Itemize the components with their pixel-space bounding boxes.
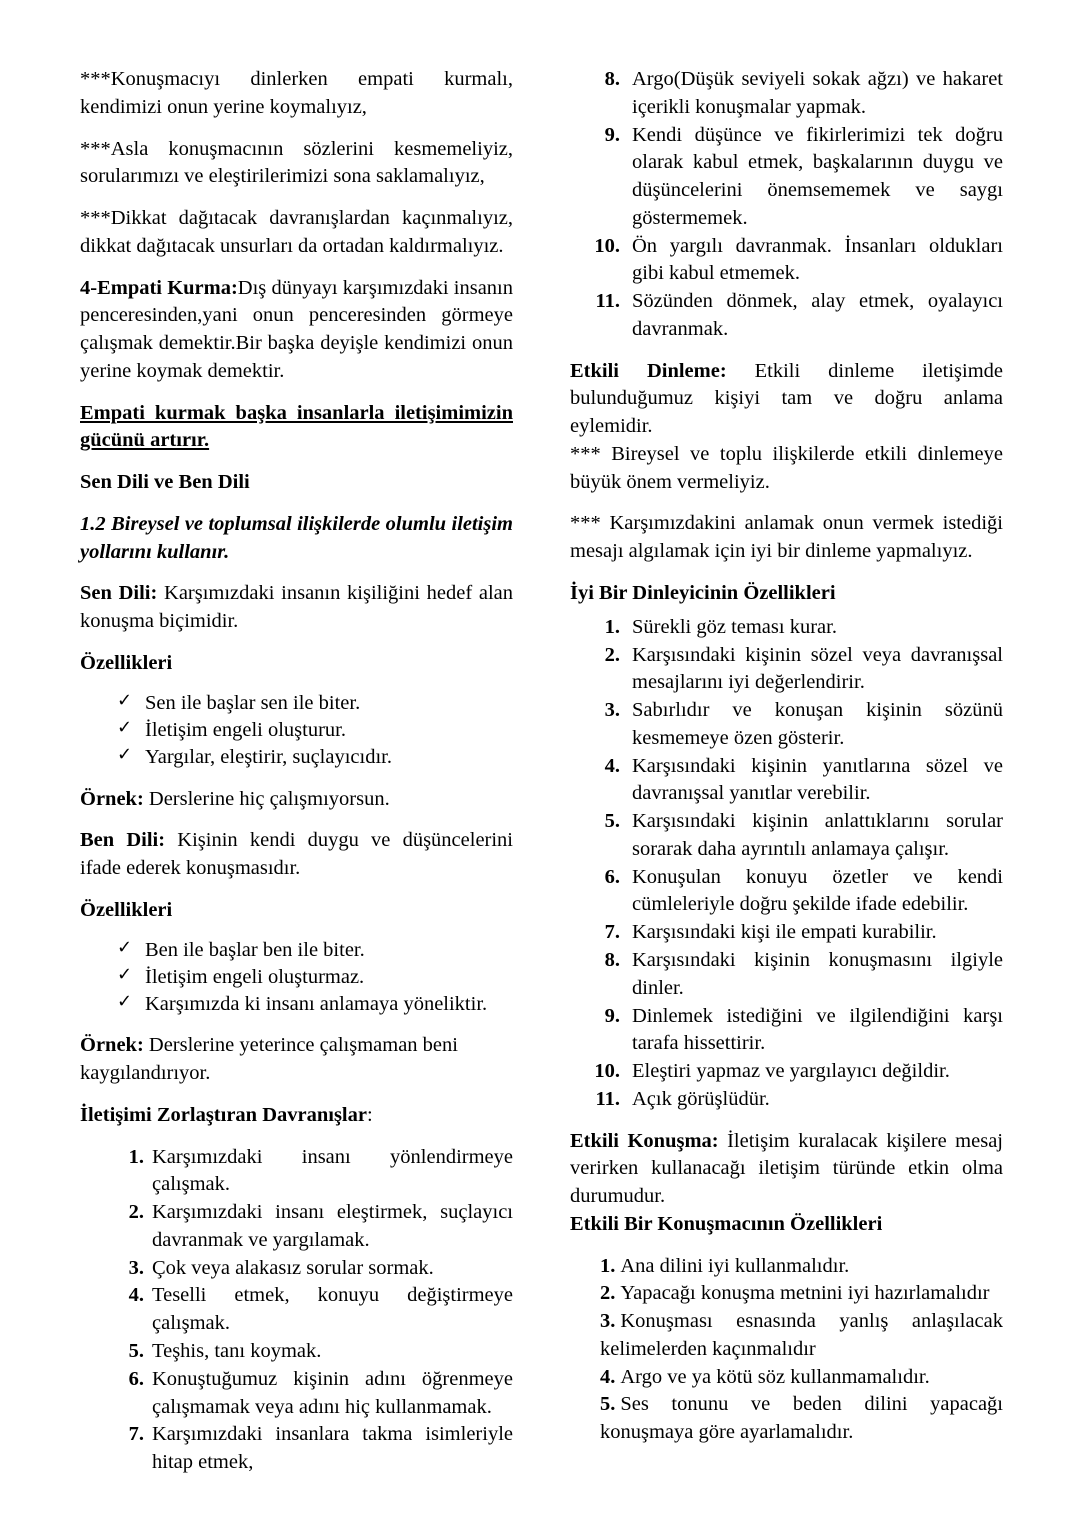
list-item-text: İletişim engeli oluşturmaz.: [145, 965, 365, 988]
list-item: [80, 1282, 513, 1338]
dinleme-note: *** Bireysel ve toplu ilişkilerde etkili dinlemeye büyük önem vermeliyiz.: [570, 442, 1003, 493]
right-column: [570, 66, 1003, 1447]
ben-dili-ozellikleri-list: [80, 937, 513, 1019]
sen-dili-body: Karşımızdaki insanın kişiliğini hedef alan konuşma biçimidir.: [80, 582, 514, 633]
list-item-text: Ben ile başlar ben ile biter.: [145, 938, 365, 961]
ben-dili-label: Ben Dili:: [80, 829, 166, 852]
list-item: [80, 964, 513, 991]
list-item: [570, 947, 1003, 1003]
list-item: [80, 991, 513, 1018]
etkili-konusma-label: Etkili Konuşma:: [570, 1129, 719, 1152]
list-item-number: 7.: [128, 1423, 144, 1446]
list-item-number: 5.: [604, 810, 620, 833]
list-item: [570, 1086, 1003, 1114]
list-item-number: 2.: [600, 1282, 616, 1305]
zorlastiran-heading: [80, 1102, 513, 1130]
list-item: [570, 642, 1003, 698]
konusmaci-ozellikleri-list: [570, 1253, 1003, 1447]
list-item: [80, 1338, 513, 1366]
note-paragraph: ***Dikkat dağıtacak davranışlardan kaçınmalıyız, dikkat dağıtacak unsurları da ortadan kaldırmalıyız.: [80, 207, 513, 257]
check-icon: ✓: [117, 689, 133, 711]
list-item-text: Kendi düşünce ve fikirlerimizi tek doğru olarak kabul etmek, başkalarının duygu ve düşüncelerini önemsememek ve saygı göstermemek.: [632, 123, 1003, 229]
list-item-text: Yapacağı konuşma metnini iyi hazırlamalıdır: [620, 1282, 990, 1305]
list-item-text: Karşımızdaki insanlara takma isimleriyle hitap etmek,: [152, 1423, 513, 1474]
list-item-number: 4.: [600, 1365, 616, 1388]
etkili-dinleme-body: Etkili dinleme iletişimde bulunduğumuz kişiyi tam ve doğru anlama eylemidir.: [570, 359, 1003, 438]
dinleyici-ozellikleri-list: [570, 614, 1003, 1114]
list-item-number: 1.: [600, 1254, 616, 1277]
list-item-text: Karşımızda ki insanı anlamaya yöneliktir.: [145, 993, 488, 1016]
zorlastiran-list-continued: [570, 66, 1003, 344]
list-item-number: 10.: [594, 1060, 620, 1083]
list-item-text: Karşımızdaki insanı eleştirmek, suçlayıcı davranmak ve yargılamak.: [152, 1201, 513, 1251]
list-item-text: Teselli etmek, konuyu değiştirmeye çalışmak.: [152, 1284, 513, 1335]
list-item-number: 11.: [595, 1087, 620, 1110]
list-item-number: 2.: [604, 643, 620, 666]
list-item-text: Karşısındaki kişinin sözel veya davranışsal mesajlarını iyi değerlendirir.: [632, 643, 1003, 694]
list-item-number: 11.: [595, 290, 620, 313]
list-item-number: 9.: [604, 123, 620, 146]
list-item-text: İletişim engeli oluşturur.: [145, 719, 346, 742]
list-item-number: 5.: [128, 1340, 144, 1362]
sen-dili-paragraph: [80, 580, 513, 636]
ornek-label: Örnek:: [80, 1034, 144, 1057]
list-item-text: Argo ve ya kötü söz kullanmamalıdır.: [620, 1365, 930, 1388]
list-item: [570, 122, 1003, 233]
list-item: [80, 1421, 513, 1477]
list-item-text: Sen ile başlar sen ile biter.: [145, 691, 361, 714]
etkili-dinleme-label: Etkili Dinleme:: [570, 359, 727, 382]
ornek-paragraph: [80, 786, 513, 814]
sen-ben-dili-heading: Sen Dili ve Ben Dili: [80, 471, 250, 494]
list-item: [570, 753, 1003, 809]
ben-dili-body: Kişinin kendi duygu ve düşüncelerini ifade ederek konuşmasıdır.: [80, 829, 514, 880]
ozellikleri-heading-sen: Özellikleri: [80, 652, 173, 675]
list-item-text: Sabırlıdır ve konuşan kişinin sözünü kesmemeye özen gösterir.: [632, 699, 1003, 749]
list-item: [600, 1364, 1003, 1392]
list-item: [80, 1144, 513, 1200]
list-item-text: Ana dilini iyi kullanmalıdır.: [620, 1254, 850, 1277]
list-item-number: 7.: [604, 921, 620, 944]
list-item-text: Konuştuğumuz kişinin adını öğrenmeye çalışmamak veya adını hiç kullanmamak.: [152, 1367, 513, 1418]
list-item-number: 3.: [600, 1310, 616, 1333]
list-item: [570, 808, 1003, 864]
zorlastiran-list: [80, 1144, 513, 1477]
list-item: [80, 717, 513, 744]
ornek-paragraph: [80, 1032, 513, 1088]
ornek-body: Derslerine hiç çalışmıyorsun.: [148, 787, 390, 810]
list-item-text: Teşhis, tanı koymak.: [152, 1340, 322, 1362]
list-item-number: 1.: [128, 1145, 144, 1168]
list-item-number: 2.: [128, 1201, 144, 1224]
dinleme-note: *** Karşımızdakini anlamak onun vermek istediği mesajı algılamak için iyi bir dinleme yapmalıyız.: [570, 512, 1003, 563]
list-item: [570, 1003, 1003, 1059]
list-item-text: Yargılar, eleştirir, suçlayıcıdır.: [145, 746, 392, 769]
list-item: [80, 1366, 513, 1422]
list-item: [570, 864, 1003, 920]
list-item: [80, 1255, 513, 1283]
objective-heading: 1.2 Bireysel ve toplumsal ilişkilerde olumlu iletişim yollarını kullanır.: [80, 512, 513, 563]
list-item-text: Sözünden dönmek, alay etmek, oyalayıcı davranmak.: [632, 290, 1003, 340]
list-item-text: Argo(Düşük seviyeli sokak ağzı) ve hakaret içerikli konuşmalar yapmak.: [632, 68, 1003, 118]
list-item: [80, 690, 513, 717]
list-item-number: 3.: [604, 699, 620, 722]
list-item-text: Karşısındaki kişinin yanıtlarına sözel ve davranışsal yanıtlar verebilir.: [632, 754, 1003, 805]
underlined-heading: [80, 400, 513, 456]
two-column-layout: [80, 66, 1020, 1491]
etkili-dinleme-paragraph: [570, 358, 1003, 441]
note-paragraph: ***Konuşmacıyı dinlerken empati kurmalı, kendimizi onun yerine koymalıyız,: [80, 68, 513, 118]
ornek-label: Örnek:: [80, 787, 144, 810]
list-item-text: Ön yargılı davranmak. İnsanları oldukları gibi kabul etmemek.: [632, 234, 1003, 285]
list-item-text: Karşımızdaki insanı yönlendirmeye çalışmak.: [152, 1145, 513, 1196]
list-item-text: Dinlemek istediğini ve ilgilendiğini karşı tarafa hissettirir.: [632, 1004, 1003, 1055]
zorlastiran-heading-bold: İletişimi Zorlaştıran Davranışlar: [80, 1103, 367, 1126]
left-column: [80, 66, 513, 1491]
sen-dili-label: Sen Dili:: [80, 582, 158, 605]
check-icon: ✓: [117, 991, 133, 1013]
note-paragraph: ***Asla konuşmacının sözlerini kesmemeliyiz, sorularımızı ve eleştirilerimizi sona saklamalıyız,: [80, 137, 513, 188]
list-item: [600, 1391, 1003, 1447]
list-item-text: Eleştiri yapmaz ve yargılayıcı değildir.: [632, 1060, 950, 1083]
etkili-konusma-body: İletişim kuralacak kişilere mesaj verirken kullanacağı iletişim türünde etkin olma durumudur.: [570, 1129, 1003, 1208]
list-item: [570, 66, 1003, 122]
sen-dili-ozellikleri-list: [80, 690, 513, 772]
empati-kurma-paragraph: [80, 275, 513, 386]
list-item-number: 9.: [604, 1004, 620, 1027]
underlined-heading-text: Empati kurmak başka insanlarla iletişimimizin gücünü artırır.: [80, 401, 513, 452]
list-item: [600, 1253, 1003, 1281]
list-item: [80, 937, 513, 964]
list-item-number: 8.: [604, 68, 620, 90]
empati-kurma-label: 4-Empati Kurma:: [80, 276, 238, 299]
check-icon: ✓: [117, 963, 133, 985]
list-item-number: 6.: [128, 1367, 144, 1390]
etkili-konusma-paragraph: [570, 1128, 1003, 1211]
list-item-text: Karşısındaki kişinin anlattıklarını sorular sorarak daha ayrıntılı anlamaya çalışır.: [632, 810, 1003, 860]
list-item: [570, 919, 1003, 947]
list-item-text: Ses tonunu ve beden dilini yapacağı konuşmaya göre ayarlamalıdır.: [600, 1393, 1003, 1444]
list-item-text: Konuşulan konuyu özetler ve kendi cümleleriyle doğru şekilde ifade edebilir.: [632, 865, 1003, 916]
list-item-text: Konuşması esnasında yanlış anlaşılacak kelimelerden kaçınmalıdır: [600, 1310, 1003, 1360]
list-item: [600, 1308, 1003, 1364]
list-item: [80, 1199, 513, 1255]
list-item-text: Çok veya alakasız sorular sormak.: [152, 1256, 434, 1279]
list-item-number: 5.: [600, 1393, 616, 1416]
list-item-number: 8.: [604, 948, 620, 971]
dinleyici-ozellikleri-heading: İyi Bir Dinleyicinin Özellikleri: [570, 582, 836, 605]
list-item: [570, 288, 1003, 344]
check-icon: ✓: [117, 717, 133, 739]
list-item-number: 1.: [604, 615, 620, 638]
list-item-number: 4.: [604, 754, 620, 777]
zorlastiran-heading-colon: :: [366, 1103, 373, 1126]
ornek-body: Derslerine yeterince çalışmaman beni kaygılandırıyor.: [80, 1034, 458, 1085]
list-item-number: 6.: [604, 865, 620, 888]
list-item-text: Karşısındaki kişinin konuşmasını ilgiyle dinler.: [632, 948, 1003, 999]
list-item: [600, 1280, 1003, 1308]
empati-kurma-body: Dış dünyayı karşımızdaki insanın penceresinden,yani onun penceresinden görmeye çalışmak demektir.Bir başka deyişle kendimizi onun yerine koymak demektir.: [80, 276, 513, 382]
check-icon: ✓: [117, 936, 133, 958]
list-item: [80, 744, 513, 771]
konusmaci-ozellikleri-heading: Etkili Bir Konuşmacının Özellikleri: [570, 1212, 883, 1235]
list-item-number: 10.: [594, 234, 620, 257]
list-item-text: Açık görüşlüdür.: [632, 1087, 770, 1110]
ozellikleri-heading-ben: Özellikleri: [80, 898, 173, 921]
check-icon: ✓: [117, 744, 133, 766]
list-item-text: Sürekli göz teması kurar.: [632, 615, 837, 638]
ben-dili-paragraph: [80, 827, 513, 883]
list-item-text: Karşısındaki kişi ile empati kurabilir.: [632, 921, 937, 944]
list-item: [570, 1058, 1003, 1086]
list-item: [570, 614, 1003, 642]
list-item: [570, 697, 1003, 753]
list-item: [570, 233, 1003, 289]
list-item-number: 3.: [128, 1256, 144, 1279]
list-item-number: 4.: [128, 1284, 144, 1307]
